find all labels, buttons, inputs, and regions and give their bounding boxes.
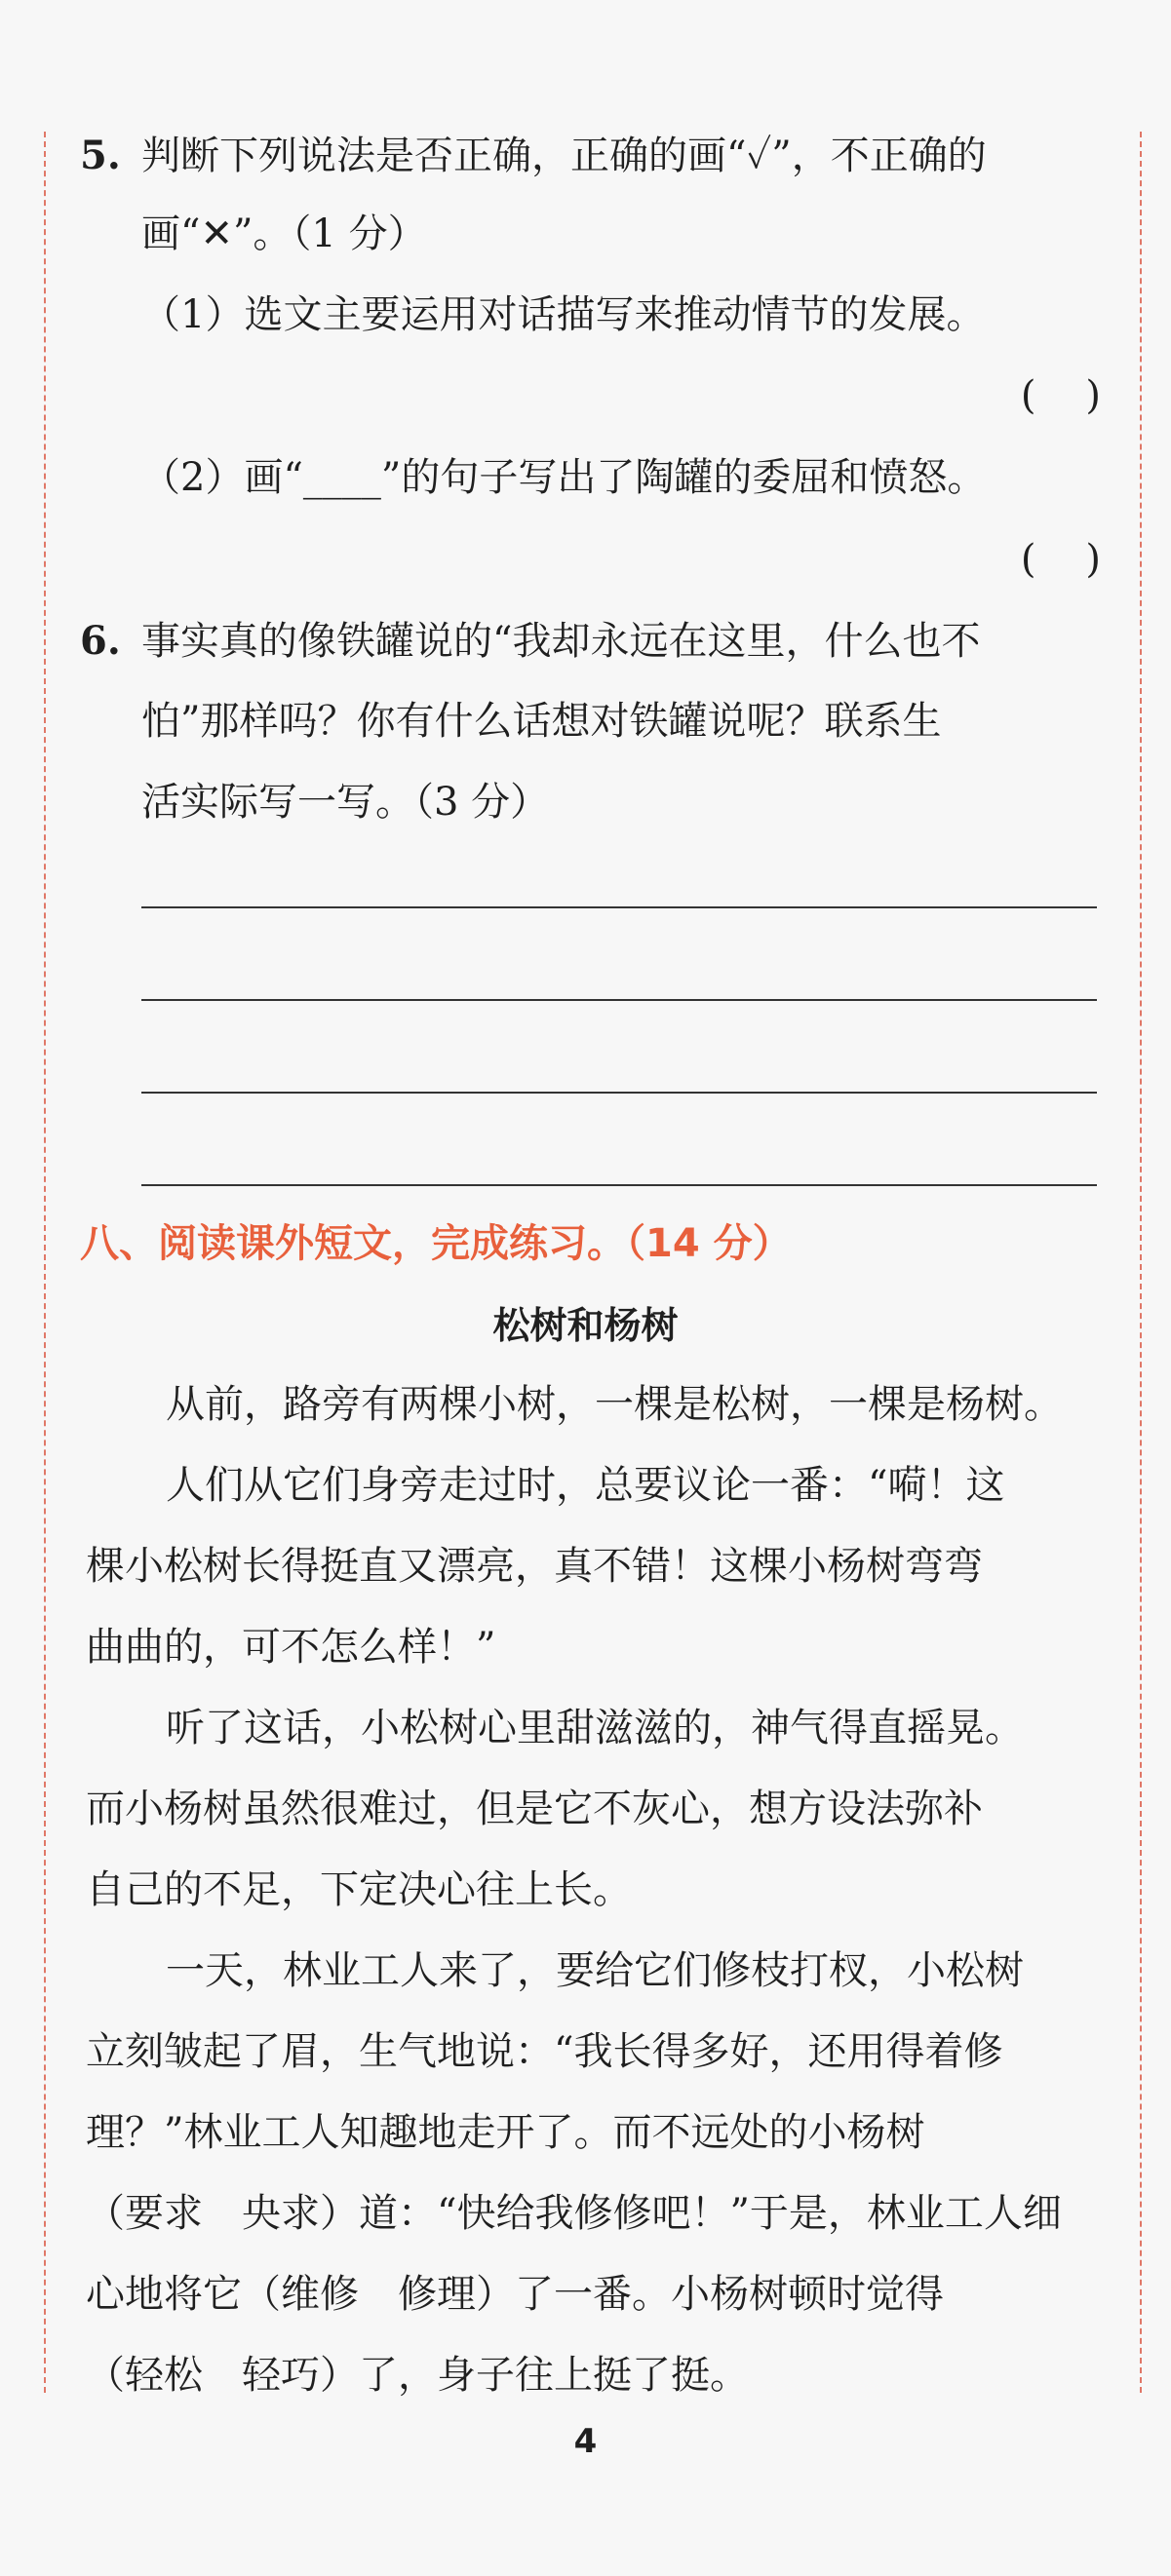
question-6-line-1: 事实真的像铁罐说的“我却永远在这里，什么也不	[141, 619, 981, 664]
question-5-line-2: 画“✕”。（1 分）	[141, 211, 427, 256]
article-line: 听了这话，小松树心里甜滋滋的，神气得直摇晃。	[166, 1706, 1024, 1750]
section-8-title: 八、阅读课外短文，完成练习。（14 分）	[80, 1221, 792, 1266]
article-line: 棵小松树长得挺直又漂亮，真不错！这棵小杨树弯弯	[86, 1544, 983, 1589]
question-6-line-2: 怕”那样吗？你有什么话想对铁罐说呢？联系生	[141, 699, 942, 744]
article-line: 从前，路旁有两棵小树，一棵是松树，一棵是杨树。	[166, 1382, 1063, 1427]
question-6-number: 6.	[80, 618, 121, 664]
question-5-item-2: （2）画“____”的句子写出了陶罐的委屈和愤怒。	[141, 455, 987, 500]
question-5-item-2-answer-paren[interactable]: ( )	[1020, 537, 1101, 582]
article-line: 立刻皱起了眉，生气地说：“我长得多好，还用得着修	[86, 2029, 1003, 2074]
answer-line[interactable]	[141, 999, 1097, 1001]
article-line: 一天，林业工人来了，要给它们修枝打杈，小松树	[166, 1948, 1024, 1993]
question-5-number: 5.	[80, 133, 121, 178]
article-line: 理？”林业工人知趣地走开了。而不远处的小杨树	[86, 2110, 925, 2155]
question-5-line-1: 判断下列说法是否正确，正确的画“✓”，不正确的	[141, 134, 987, 178]
left-margin-dashed-line	[44, 132, 46, 2393]
article-line: 而小杨树虽然很难过，但是它不灰心，想方设法弥补	[86, 1787, 983, 1831]
article-line: 心地将它（维修 修理）了一番。小杨树顿时觉得	[86, 2272, 944, 2317]
article-title: 松树和杨树	[492, 1304, 679, 1347]
question-5-item-1-answer-paren[interactable]: ( )	[1020, 373, 1101, 418]
answer-line[interactable]	[141, 1092, 1097, 1094]
article-line: （要求 央求）道：“快给我修修吧！”于是，林业工人细	[86, 2191, 1062, 2236]
article-line: 曲曲的，可不怎么样！”	[86, 1625, 496, 1670]
article-line: 自己的不足，下定决心往上长。	[86, 1867, 632, 1912]
question-5-item-1: （1）选文主要运用对话描写来推动情节的发展。	[141, 292, 986, 337]
question-6-line-3: 活实际写一写。（3 分）	[141, 780, 550, 825]
answer-line[interactable]	[141, 1184, 1097, 1186]
page-number: 4	[573, 2422, 598, 2461]
right-margin-dashed-line	[1140, 132, 1142, 2393]
article-line: 人们从它们身旁走过时，总要议论一番：“嗬！这	[166, 1463, 1005, 1508]
answer-line[interactable]	[141, 906, 1097, 908]
article-line: （轻松 轻巧）了，身子往上挺了挺。	[86, 2353, 749, 2398]
